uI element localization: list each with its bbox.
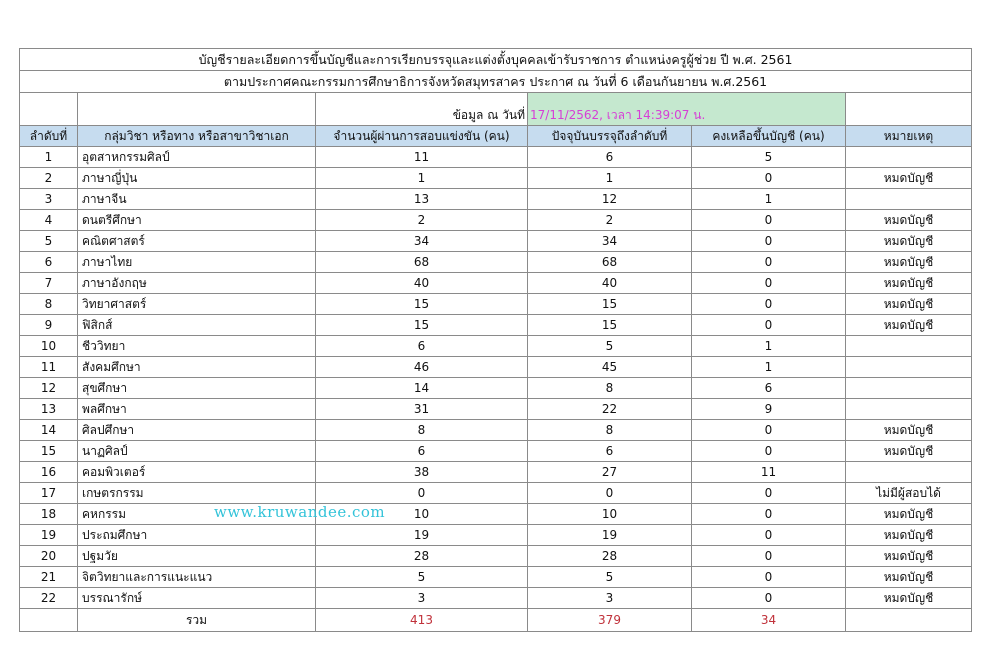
header-remark: หมายเหตุ xyxy=(846,126,972,147)
cell-remark: หมดบัญชี xyxy=(846,231,972,252)
header-no: ลำดับที่ xyxy=(20,126,78,147)
table-row xyxy=(20,357,972,378)
cell-no: 6 xyxy=(20,252,78,273)
cell-subject: ภาษาอังกฤษ xyxy=(78,273,316,294)
cell-remaining: 0 xyxy=(692,546,846,567)
table-row xyxy=(20,441,972,462)
table-row xyxy=(20,462,972,483)
cell-subject: วิทยาศาสตร์ xyxy=(78,294,316,315)
cell-passed: 31 xyxy=(316,399,528,420)
cell-subject: เกษตรกรรม xyxy=(78,483,316,504)
cell-remark: หมดบัญชี xyxy=(846,420,972,441)
cell-subject: พลศึกษา xyxy=(78,399,316,420)
cell-passed: 2 xyxy=(316,210,528,231)
cell-remaining: 0 xyxy=(692,588,846,609)
cell-remark: หมดบัญชี xyxy=(846,588,972,609)
table-row xyxy=(20,315,972,336)
cell-remaining: 9 xyxy=(692,399,846,420)
cell-no: 8 xyxy=(20,294,78,315)
cell-current: 2 xyxy=(528,210,692,231)
cell-passed: 15 xyxy=(316,315,528,336)
cell-subject: นาฏศิลป์ xyxy=(78,441,316,462)
info-label: ข้อมูล ณ วันที่ xyxy=(316,93,528,126)
cell-remark: หมดบัญชี xyxy=(846,294,972,315)
cell-remaining: 0 xyxy=(692,504,846,525)
table-row xyxy=(20,336,972,357)
cell-subject: ปฐมวัย xyxy=(78,546,316,567)
cell-passed: 19 xyxy=(316,525,528,546)
cell-no: 10 xyxy=(20,336,78,357)
cell-current: 22 xyxy=(528,399,692,420)
cell-passed: 28 xyxy=(316,546,528,567)
cell-remark xyxy=(846,378,972,399)
cell-remark: หมดบัญชี xyxy=(846,315,972,336)
info-date: 17/11/2562, เวลา 14:39:07 น. xyxy=(528,93,846,126)
cell-subject: บรรณารักษ์ xyxy=(78,588,316,609)
cell-remark: หมดบัญชี xyxy=(846,210,972,231)
cell-current: 68 xyxy=(528,252,692,273)
cell-remark xyxy=(846,336,972,357)
table-row xyxy=(20,399,972,420)
cell-current: 10 xyxy=(528,504,692,525)
cell-subject: ภาษาไทย xyxy=(78,252,316,273)
cell-no: 13 xyxy=(20,399,78,420)
cell-subject: ดนตรีศึกษา xyxy=(78,210,316,231)
table-row xyxy=(20,147,972,168)
table-row xyxy=(20,294,972,315)
cell-passed: 13 xyxy=(316,189,528,210)
table-row xyxy=(20,525,972,546)
cell-current: 6 xyxy=(528,147,692,168)
table-row xyxy=(20,567,972,588)
cell-remark: หมดบัญชี xyxy=(846,252,972,273)
cell-remaining: 0 xyxy=(692,273,846,294)
cell-passed: 11 xyxy=(316,147,528,168)
cell-remark xyxy=(846,147,972,168)
cell-remaining: 0 xyxy=(692,294,846,315)
cell-remaining: 0 xyxy=(692,252,846,273)
total-passed: 413 xyxy=(316,609,528,632)
cell-no: 17 xyxy=(20,483,78,504)
cell-subject: ชีววิทยา xyxy=(78,336,316,357)
table-row xyxy=(20,210,972,231)
cell-current: 5 xyxy=(528,567,692,588)
cell-no: 9 xyxy=(20,315,78,336)
cell-subject: ภาษาญี่ปุ่น xyxy=(78,168,316,189)
cell-passed: 40 xyxy=(316,273,528,294)
cell-passed: 8 xyxy=(316,420,528,441)
table-row xyxy=(20,168,972,189)
cell-remaining: 5 xyxy=(692,147,846,168)
info-row xyxy=(20,93,972,126)
cell-no: 4 xyxy=(20,210,78,231)
cell-passed: 15 xyxy=(316,294,528,315)
cell-remaining: 6 xyxy=(692,378,846,399)
cell-no: 14 xyxy=(20,420,78,441)
cell-remaining: 0 xyxy=(692,441,846,462)
header-passed: จำนวนผู้ผ่านการสอบแข่งขัน (คน) xyxy=(316,126,528,147)
cell-remark xyxy=(846,357,972,378)
cell-passed: 38 xyxy=(316,462,528,483)
cell-passed: 68 xyxy=(316,252,528,273)
cell-remark: ไม่มีผู้สอบได้ xyxy=(846,483,972,504)
cell-no: 19 xyxy=(20,525,78,546)
watermark: www.kruwandee.com xyxy=(214,503,386,521)
cell-subject: สุขศึกษา xyxy=(78,378,316,399)
cell-remark: หมดบัญชี xyxy=(846,273,972,294)
cell-remaining: 0 xyxy=(692,231,846,252)
cell-no: 3 xyxy=(20,189,78,210)
cell-remaining: 0 xyxy=(692,483,846,504)
title-line-2: ตามประกาศคณะกรรมการศึกษาธิการจังหวัดสมุทรสาคร ประกาศ ณ วันที่ 6 เดือนกันยายน พ.ศ.2561 xyxy=(20,71,972,93)
cell-remark xyxy=(846,399,972,420)
cell-current: 8 xyxy=(528,420,692,441)
table-body xyxy=(20,147,972,609)
cell-remark xyxy=(846,462,972,483)
cell-remaining: 0 xyxy=(692,210,846,231)
cell-current: 5 xyxy=(528,336,692,357)
cell-passed: 1 xyxy=(316,168,528,189)
cell-no: 16 xyxy=(20,462,78,483)
cell-remaining: 0 xyxy=(692,525,846,546)
cell-current: 27 xyxy=(528,462,692,483)
table-row xyxy=(20,273,972,294)
cell-current: 0 xyxy=(528,483,692,504)
cell-remark xyxy=(846,189,972,210)
cell-no: 22 xyxy=(20,588,78,609)
header-remaining: คงเหลือขึ้นบัญชี (คน) xyxy=(692,126,846,147)
cell-remaining: 1 xyxy=(692,189,846,210)
cell-current: 15 xyxy=(528,315,692,336)
cell-passed: 6 xyxy=(316,336,528,357)
header-row xyxy=(20,126,972,147)
cell-passed: 46 xyxy=(316,357,528,378)
cell-passed: 5 xyxy=(316,567,528,588)
cell-passed: 0 xyxy=(316,483,528,504)
cell-passed: 34 xyxy=(316,231,528,252)
cell-current: 15 xyxy=(528,294,692,315)
cell-no: 1 xyxy=(20,147,78,168)
cell-current: 40 xyxy=(528,273,692,294)
cell-passed: 3 xyxy=(316,588,528,609)
header-subject: กลุ่มวิชา หรือทาง หรือสาขาวิชาเอก xyxy=(78,126,316,147)
cell-remark: หมดบัญชี xyxy=(846,441,972,462)
cell-remaining: 11 xyxy=(692,462,846,483)
cell-subject: ฟิสิกส์ xyxy=(78,315,316,336)
cell-no: 11 xyxy=(20,357,78,378)
cell-no: 18 xyxy=(20,504,78,525)
table-row xyxy=(20,588,972,609)
table-row xyxy=(20,504,972,525)
table-row xyxy=(20,420,972,441)
cell-remark: หมดบัญชี xyxy=(846,546,972,567)
table-row xyxy=(20,231,972,252)
cell-remark: หมดบัญชี xyxy=(846,504,972,525)
cell-remaining: 1 xyxy=(692,357,846,378)
cell-subject: สังคมศึกษา xyxy=(78,357,316,378)
cell-subject: ภาษาจีน xyxy=(78,189,316,210)
cell-remark: หมดบัญชี xyxy=(846,168,972,189)
cell-current: 19 xyxy=(528,525,692,546)
cell-no: 15 xyxy=(20,441,78,462)
cell-subject: คหกรรม xyxy=(78,504,316,525)
cell-no: 7 xyxy=(20,273,78,294)
cell-subject: ประถมศึกษา xyxy=(78,525,316,546)
cell-remark: หมดบัญชี xyxy=(846,525,972,546)
cell-no: 2 xyxy=(20,168,78,189)
total-label: รวม xyxy=(78,609,316,632)
cell-subject: ศิลปศึกษา xyxy=(78,420,316,441)
cell-current: 1 xyxy=(528,168,692,189)
header-current: ปัจจุบันบรรจุถึงลำดับที่ xyxy=(528,126,692,147)
cell-subject: คณิตศาสตร์ xyxy=(78,231,316,252)
table-row xyxy=(20,189,972,210)
table-row xyxy=(20,483,972,504)
cell-passed: 14 xyxy=(316,378,528,399)
cell-passed: 10 xyxy=(316,504,528,525)
cell-no: 20 xyxy=(20,546,78,567)
cell-current: 6 xyxy=(528,441,692,462)
cell-passed: 6 xyxy=(316,441,528,462)
cell-remaining: 0 xyxy=(692,567,846,588)
table-row xyxy=(20,252,972,273)
cell-subject: คอมพิวเตอร์ xyxy=(78,462,316,483)
cell-subject: จิตวิทยาและการแนะแนว xyxy=(78,567,316,588)
table-row xyxy=(20,378,972,399)
table-row xyxy=(20,546,972,567)
cell-remark: หมดบัญชี xyxy=(846,567,972,588)
cell-no: 12 xyxy=(20,378,78,399)
total-current: 379 xyxy=(528,609,692,632)
cell-remaining: 0 xyxy=(692,315,846,336)
cell-remaining: 1 xyxy=(692,336,846,357)
title-line-1: บัญชีรายละเอียดการขึ้นบัญชีและการเรียกบรรจุและแต่งตั้งบุคคลเข้ารับราชการ ตำแหน่งครูผู้ช่วย ปี พ.ศ. 2561 xyxy=(20,49,972,71)
teacher-list-table xyxy=(19,48,972,632)
cell-current: 45 xyxy=(528,357,692,378)
cell-current: 34 xyxy=(528,231,692,252)
cell-no: 21 xyxy=(20,567,78,588)
cell-subject: อุตสาหกรรมศิลป์ xyxy=(78,147,316,168)
cell-remaining: 0 xyxy=(692,420,846,441)
total-remaining: 34 xyxy=(692,609,846,632)
cell-current: 28 xyxy=(528,546,692,567)
cell-current: 12 xyxy=(528,189,692,210)
cell-remaining: 0 xyxy=(692,168,846,189)
cell-current: 8 xyxy=(528,378,692,399)
cell-current: 3 xyxy=(528,588,692,609)
total-row xyxy=(20,609,972,632)
cell-no: 5 xyxy=(20,231,78,252)
